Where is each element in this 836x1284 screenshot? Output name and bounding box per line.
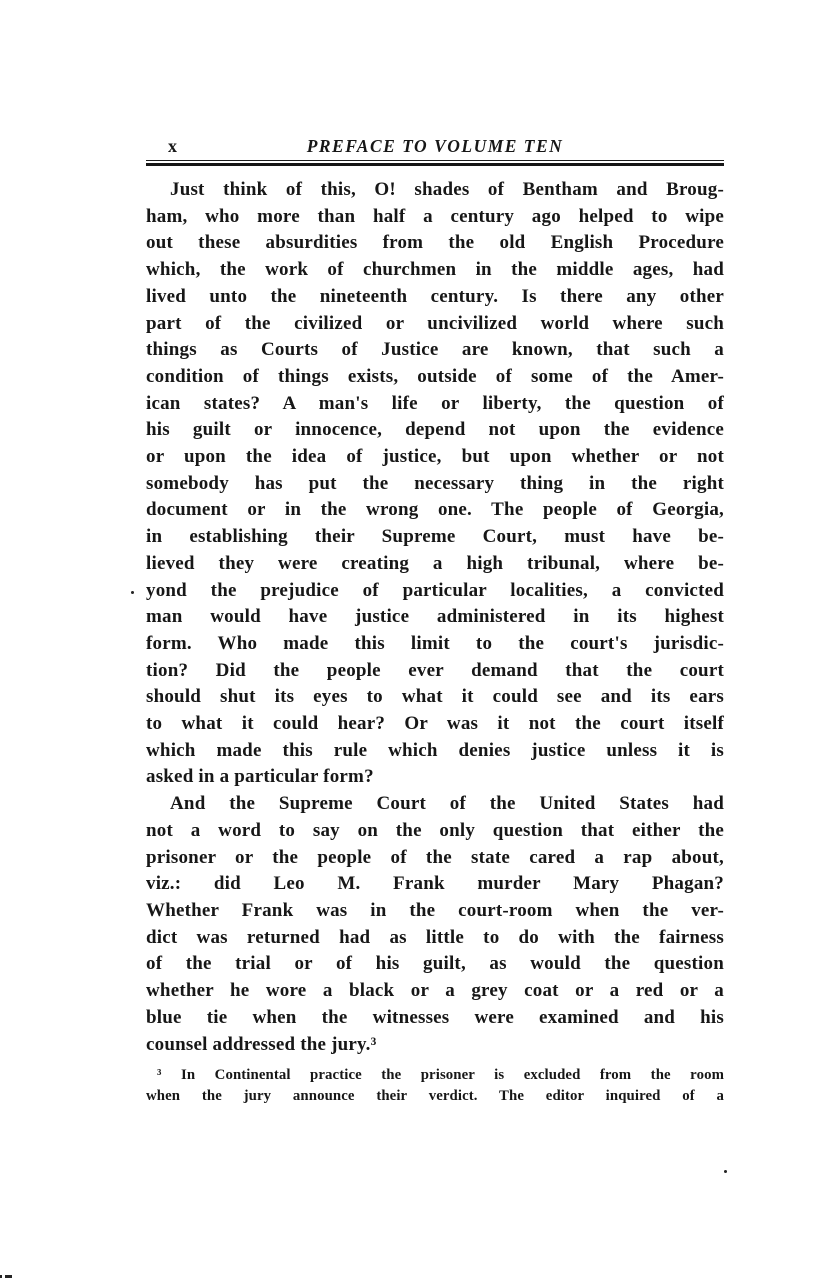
text-line: prisoner or the people of the state cared a rap about, xyxy=(146,846,724,868)
text-line: in establishing their Supreme Court, must have be- xyxy=(146,526,724,548)
text-line: should shut its eyes to what it could see and its ears xyxy=(146,686,724,708)
text-line: ham, who more than half a century ago helped to wipe xyxy=(146,205,724,227)
text-line: document or in the wrong one. The people of Georgia, xyxy=(146,499,724,521)
footnote xyxy=(146,1065,724,1107)
scan-speck xyxy=(131,591,134,594)
text-line: asked in a particular form? xyxy=(146,766,374,788)
text-line: to what it could hear? Or was it not the court itself xyxy=(146,713,724,735)
text-line: dict was returned had as little to do with the fairness xyxy=(146,926,724,948)
text-line: blue tie when the witnesses were examined and his xyxy=(146,1006,724,1028)
text-line: somebody has put the necessary thing in the right xyxy=(146,472,724,494)
text-line: part of the civilized or uncivilized world where such xyxy=(146,312,724,334)
text-line: or upon the idea of justice, but upon whether or not xyxy=(146,446,724,468)
text-line: man would have justice administered in its highest xyxy=(146,606,724,628)
text-line: his guilt or innocence, depend not upon the evidence xyxy=(146,419,724,441)
body-text xyxy=(146,177,724,1058)
text-line: when the jury announce their verdict. The editor inquired of a xyxy=(146,1088,724,1105)
text-line: ican states? A man's life or liberty, the question of xyxy=(146,392,724,414)
text-line: ³ In Continental practice the prisoner is excluded from the room xyxy=(157,1067,724,1084)
scan-artifact xyxy=(5,1275,12,1278)
scan-artifact xyxy=(0,1275,2,1278)
text-line: things as Courts of Justice are known, that such a xyxy=(146,339,724,361)
text-line: lieved they were creating a high tribunal, where be- xyxy=(146,552,724,574)
text-line: Whether Frank was in the court-room when the ver- xyxy=(146,899,724,921)
text-line: condition of things exists, outside of some of the Amer- xyxy=(146,365,724,387)
page-header xyxy=(146,134,724,158)
page-number: x xyxy=(168,136,177,156)
text-line: out these absurdities from the old English Procedure xyxy=(146,232,724,254)
paragraph xyxy=(146,177,724,791)
header-rule xyxy=(146,160,724,166)
text-line: which made this rule which denies justice unless it is xyxy=(146,739,724,761)
paragraph xyxy=(146,791,724,1058)
text-line: yond the prejudice of particular localities, a convicted xyxy=(146,579,724,601)
text-line: not a word to say on the only question that either the xyxy=(146,819,724,841)
page-content xyxy=(146,134,724,1107)
text-line: tion? Did the people ever demand that the court xyxy=(146,659,724,681)
text-line: form. Who made this limit to the court's jurisdic- xyxy=(146,632,724,654)
text-line: And the Supreme Court of the United States had xyxy=(170,793,724,815)
running-title: PREFACE TO VOLUME TEN xyxy=(306,136,564,156)
text-line: lived unto the nineteenth century. Is there any other xyxy=(146,285,724,307)
text-line: counsel addressed the jury.³ xyxy=(146,1033,377,1055)
text-line: which, the work of churchmen in the middle ages, had xyxy=(146,259,724,281)
text-line: Just think of this, O! shades of Bentham and Broug- xyxy=(170,179,724,200)
scan-speck xyxy=(724,1170,727,1173)
text-line: of the trial or of his guilt, as would the question xyxy=(146,953,724,975)
text-line: whether he wore a black or a grey coat or a red or a xyxy=(146,980,724,1002)
text-line: viz.: did Leo M. Frank murder Mary Phagan? xyxy=(146,873,724,895)
